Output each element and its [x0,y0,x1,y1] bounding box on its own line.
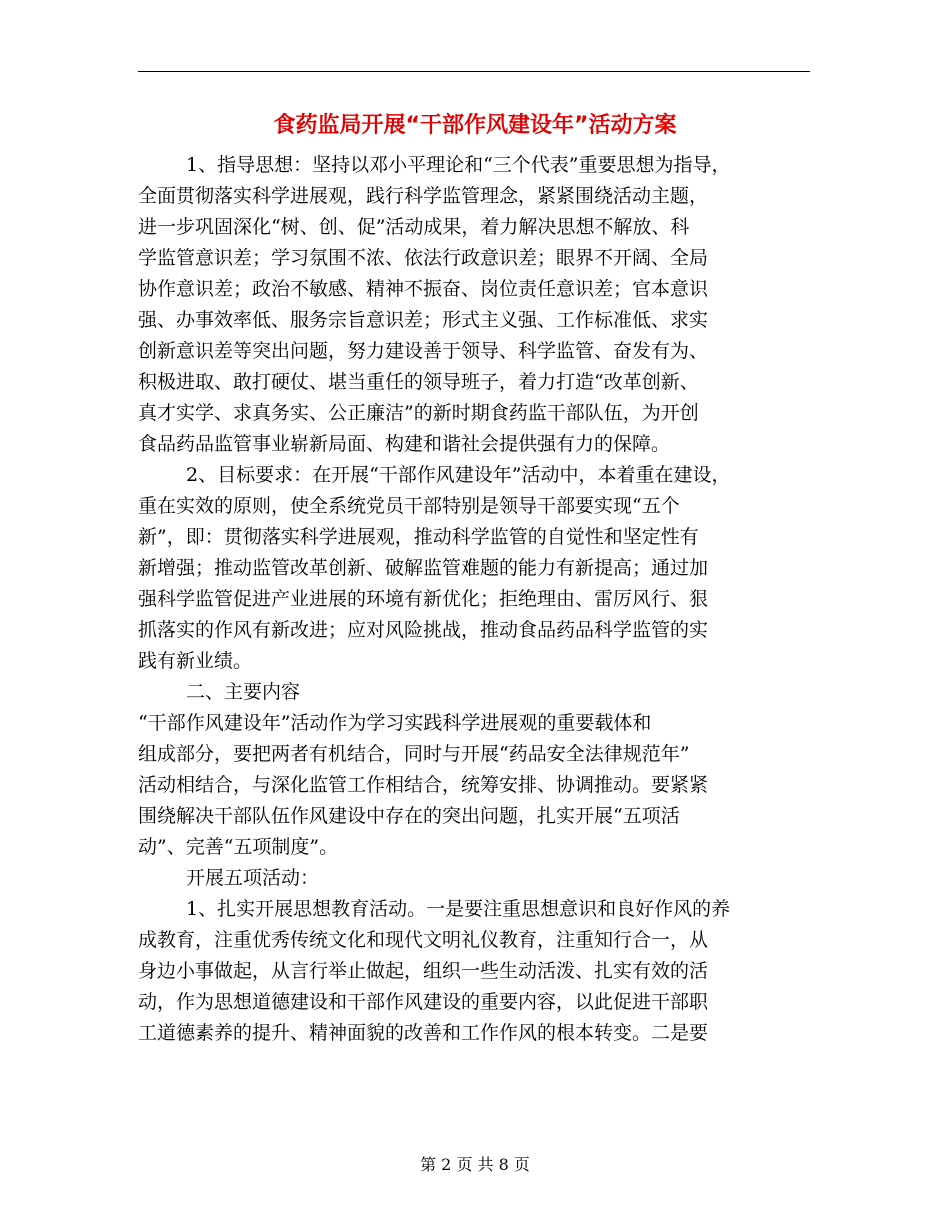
text-line: 强科学监管促进产业进展的环境有新优化；拒绝理由、雷厉风行、狠 [138,588,709,610]
text-line: 学监管意识差；学习氛围不浓、依法行政意识差；眼界不开阔、全局 [138,247,709,269]
paragraph-education-activity [138,894,818,1049]
text-line: 活动相结合，与深化监管工作相结合，统筹安排、协调推动。要紧紧 [138,774,709,796]
text-line: 全面贯彻落实科学进展观，践行科学监管理念，紧紧围绕活动主题， [138,185,709,207]
text-line: 食品药品监管事业崭新局面、构建和谐社会提供强有力的保障。 [138,433,671,455]
text-line: 1、指导思想：坚持以邓小平理论和“三个代表”重要思想为指导， [186,154,731,176]
text-line: 动”、完善“五项制度”。 [138,836,339,858]
text-line: 积极进取、敢打硬仗、堪当重任的领导班子，着力打造“改革创新、 [138,371,699,393]
text-line: 新增强；推动监管改革创新、破解监管难题的能力有新提高；通过加 [138,557,709,579]
text-line: 强、办事效率低、服务宗旨意识差；形式主义强、工作标准低、求实 [138,309,709,331]
page-number-footer: 第 2 页 共 8 页 [420,1155,530,1174]
text-line: 组成部分，要把两者有机结合，同时与开展“药品安全法律规范年” [138,743,690,765]
text-line: 真才实学、求真务实、公正廉洁”的新时期食药监干部队伍，为开创 [138,402,699,424]
text-line: 二、主要内容 [186,681,301,703]
paragraph-goals [138,460,818,677]
text-line: 创新意识差等突出问题，努力建设善于领导、科学监管、奋发有为、 [138,340,709,362]
text-line: 成教育，注重优秀传统文化和现代文明礼仪教育，注重知行合一，从 [138,929,709,951]
text-line: 重在实效的原则，使全系统党员干部特别是领导干部要实现“五个 [138,495,680,517]
text-line: 协作意识差；政治不敏感、精神不振奋、岗位责任意识差；官本意识 [138,278,709,300]
header-rule [138,71,810,72]
text-line: 开展五项活动： [186,867,320,889]
paragraph-main-content [138,708,818,863]
text-line: 抓落实的作风有新改进；应对风险挑战，推动食品药品科学监管的实 [138,619,709,641]
text-line: 动，作为思想道德建设和干部作风建设的重要内容，以此促进干部职 [138,991,709,1013]
text-line: 新”，即：贯彻落实科学进展观，推动科学监管的自觉性和坚定性有 [138,526,699,548]
document-title: 食药监局开展“干部作风建设年”活动方案 [273,113,677,138]
text-line: 践有新业绩。 [138,650,253,672]
text-line: 进一步巩固深化“树、创、促”活动成果，着力解决思想不解放、科 [138,216,690,238]
text-line: 身边小事做起，从言行举止做起，组织一些生动活泼、扎实有效的活 [138,960,709,982]
text-line: 工道德素养的提升、精神面貌的改善和工作作风的根本转变。二是要 [138,1022,709,1044]
text-line: 围绕解决干部队伍作风建设中存在的突出问题，扎实开展“五项活 [138,805,680,827]
section-heading-main-content [138,677,818,708]
text-line: 1、扎实开展思想教育活动。一是要注重思想意识和良好作风的养 [186,898,731,920]
text-line: “干部作风建设年”活动作为学习实践科学进展观的重要载体和 [138,712,652,734]
subheading-five-activities [138,863,818,894]
paragraph-guiding-ideology [138,150,818,460]
text-line: 2、目标要求：在开展“干部作风建设年”活动中，本着重在建设， [186,464,731,486]
document-body [138,150,818,1049]
